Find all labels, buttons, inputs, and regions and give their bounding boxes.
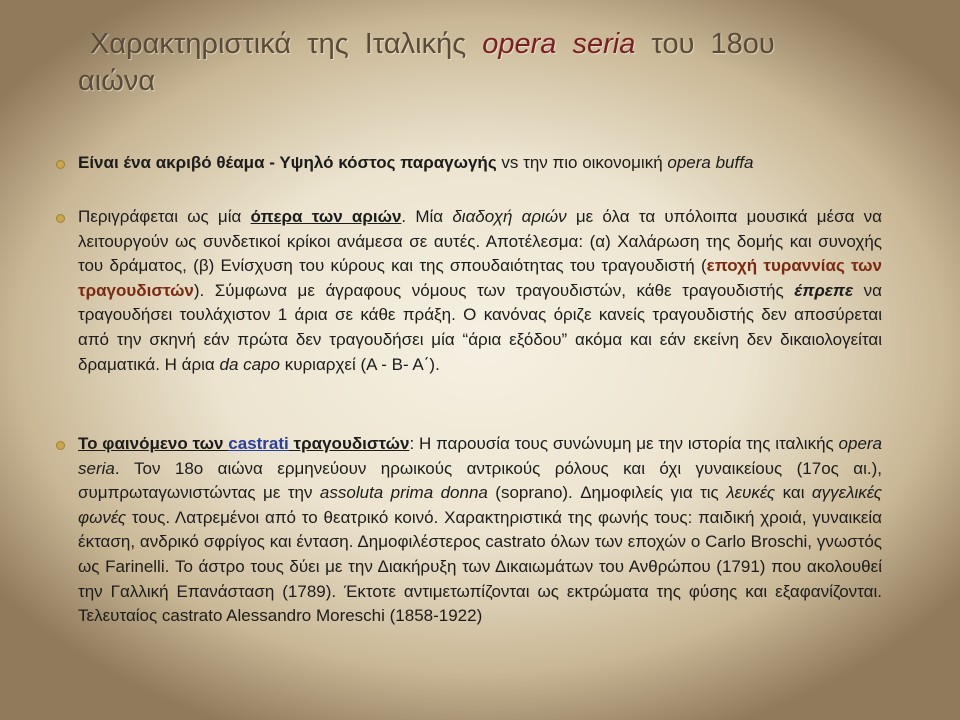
bullet-dot-icon — [56, 214, 65, 223]
underlined-bold: τραγουδιστών — [288, 434, 410, 453]
bullet-bold: Είναι ένα ακριβό θέαμα - Υψηλό κόστος παραγωγής — [78, 153, 497, 172]
text-run: (soprano). Δημοφιλείς για τις — [487, 483, 727, 503]
bold-italic-run: έπρεπε — [794, 280, 854, 300]
underlined-bold: όπερα των αριών — [250, 207, 402, 226]
title-italic: opera seria — [482, 28, 636, 60]
text-run: με όλα τα υπόλοιπα μουσικά μέσα να λειτουργούν ως συνδετικοί κρίκοι ανάμεσα σε αυτές. Αποτέλεσμα: (α) Χαλάρωση της δομής και συνοχής του δράματος, (β) Ενίσχυση του κύρους και της σπουδαιότητας του τραγουδιστή ( — [78, 207, 882, 276]
text-run: να τραγουδήσει τουλάχιστον 1 άρια σε κάθε πράξη. Ο κανόνας όριζε κανείς τραγουδιστής δεν αποσύρεται από την σκηνή εάν πρώτα δεν τραγουδήσει μία “άρια εξόδου” ακόμα και εάν εκείνη δεν δικαιολογείται δραματικά. Η άρια — [78, 280, 882, 374]
bullet-castrati — [62, 432, 882, 629]
bullet-text — [78, 205, 882, 377]
text-run: και — [775, 483, 812, 503]
italic-run: da capo — [219, 354, 280, 374]
bullet-text — [78, 151, 882, 176]
title-text-end: του 18ου — [635, 28, 775, 60]
bullet-dot-icon — [56, 441, 65, 450]
title-line-1 — [56, 26, 936, 63]
text-run: . Μία — [401, 207, 453, 226]
text-run: : Η παρουσία τους συνώνυμη με την ιστορία της ιταλικής — [409, 434, 839, 453]
text-run: ). Σύμφωνα με άγραφους νόμους των τραγουδιστών, κάθε τραγουδιστής — [193, 280, 795, 300]
bullet-dot-icon — [56, 160, 65, 169]
italic-run: λευκές — [726, 483, 776, 503]
bullet-italic: opera buffa — [667, 153, 754, 172]
title-line-2: αιώνα — [78, 65, 156, 97]
bullet-text — [78, 432, 882, 629]
title-text: Χαρακτηριστικά της Ιταλικής — [90, 28, 483, 60]
text-run: κυριαρχεί (Α - Β- Α΄). — [279, 354, 440, 374]
italic-run: διαδοχή αριών — [452, 207, 567, 226]
text-run: Περιγράφεται ως μία — [78, 207, 251, 226]
italic-run: αγγελικές φωνές — [78, 483, 882, 527]
text-run: τους. Λατρεμένοι από το θεατρικό κοινό. Χαρακτηριστικά της φωνής τους: παιδική χροιά, γυναικεία έκταση, ανδρικό σφρίγος και ένταση. Δημοφιλέστερος castrato όλων των εποχών ο Carlo Broschi, γνωστός ως Farinelli. Το άστρο τους δύει με την Διακήρυξη των Δικαιωμάτων του Ανθρώπου (1791) που ακολουθεί την Γαλλική Επανάσταση (1789). Έκτοτε αντιμετωπίζονται ως εκτρώματα της φύσης και εξαφανίζονται. Τελευταίος castrato Alessandro Moreschi (1858-1922) — [78, 507, 882, 626]
italic-run: opera seria — [78, 434, 883, 478]
slide-title — [56, 26, 936, 100]
text-run: . Τον 18ο αιώνα ερμηνεύουν ηρωικούς αντρικούς ρόλους και όχι γυναικείους (17ος αι.), συμπρωταγωνιστώντας με την — [78, 458, 882, 503]
underlined-bold: Το φαινόμενο των — [78, 434, 229, 453]
bullet-mid: vs την πιο οικονομική — [496, 153, 668, 172]
castrati-link[interactable]: castrati — [228, 434, 289, 453]
italic-run: assoluta prima donna — [319, 483, 488, 503]
bullet-expensive-spectacle — [62, 151, 882, 176]
bullet-opera-of-arias — [62, 205, 882, 377]
highlight-brown: εποχή τυραννίας των τραγουδιστών — [78, 256, 882, 300]
